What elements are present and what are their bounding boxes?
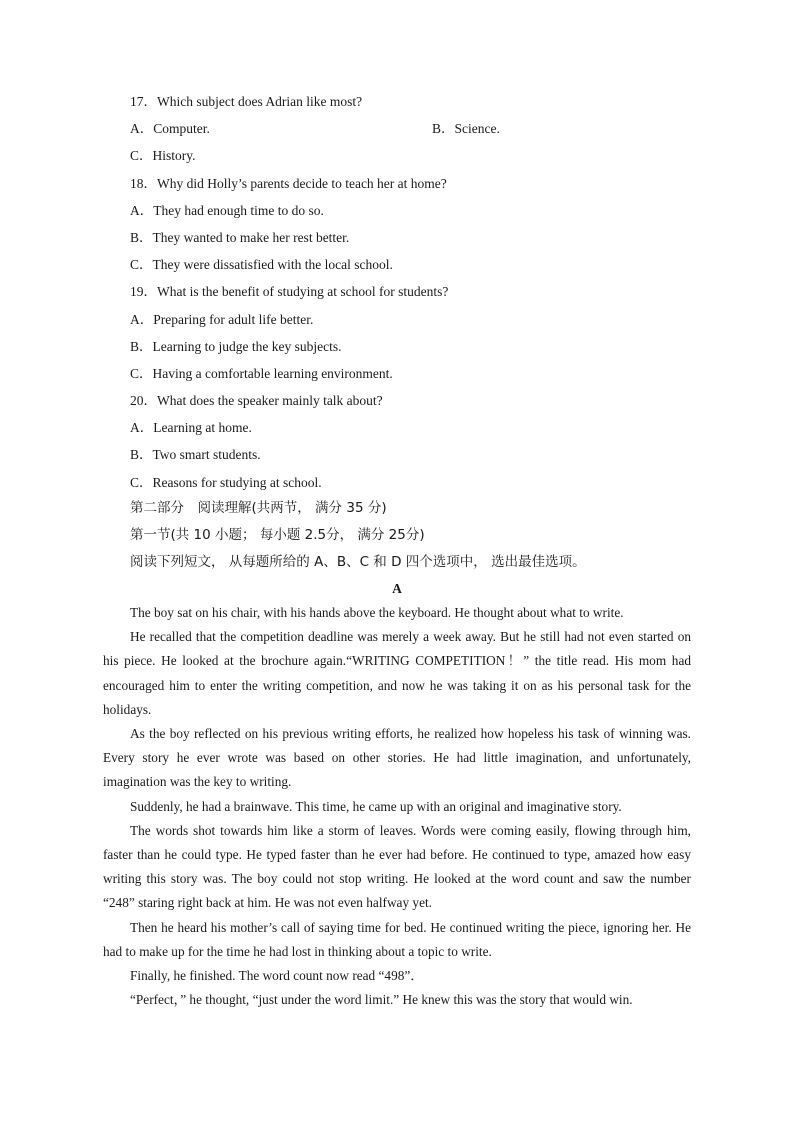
passage-paragraph: The words shot towards him like a storm of leaves. Words were coming easily, flowing through him, faster than he could type. He typed faster than he ever had before. He continued to type, amazed how easy writing this story was. The boy could not stop writing. He looked at the word count and saw the number “248” staring right back at him. He was not even halfway yet. <box>103 822 691 911</box>
passage-paragraph: Finally, he finished. The word count now read “498”． <box>130 968 424 984</box>
listening-questions <box>130 88 690 496</box>
passage-paragraph: As the boy reflected on his previous writing efforts, he realized how hopeless his task of winning was. Every story he ever wrote was based on other stories. He had little imagination, and unfortunately, imagination was the key to writing. <box>103 726 691 790</box>
question-18-option-c: C．They were dissatisfied with the local school. <box>130 257 393 273</box>
passage-paragraph: The boy sat on his chair, with his hands above the keyboard. He thought about what to write. <box>130 605 624 620</box>
question-20-stem: 20．What does the speaker mainly talk about? <box>130 393 383 409</box>
question-17-options-row <box>130 115 690 142</box>
question-19-stem: 19．What is the benefit of studying at school for students? <box>130 284 449 300</box>
question-18-option-a: A．They had enough time to do so. <box>130 202 324 218</box>
question-17-option-c: C．History. <box>130 148 196 164</box>
passage-paragraph: “Perfect，” he thought, “just under the word limit.” He knew this was the story that would win. <box>130 992 633 1008</box>
question-17-option-a: A．Computer. <box>130 121 210 137</box>
question-20-option-b: B．Two smart students. <box>130 447 261 463</box>
reading-section-header <box>130 495 710 576</box>
passage-paragraph: Then he heard his mother’s call of saying time for bed. He continued writing the piece, ignoring her. He had to make up for the time he had lost in thinking about a topic to write. <box>103 919 691 959</box>
reading-passage <box>103 601 691 1012</box>
passage-paragraph: He recalled that the competition deadline was merely a week away. But he still had not even started on his piece. He looked at the brochure again.“WRITING COMPETITION！” the title read. His mom had encouraged him to enter the writing competition, and now he was taking it on as his personal task for the holidays. <box>103 629 691 717</box>
part-title: 第二部分 阅读理解(共两节， 满分 35 分) <box>130 500 387 516</box>
passage-label: A <box>392 581 402 596</box>
passage-paragraph: Suddenly, he had a brainwave. This time, he came up with an original and imaginative story. <box>130 798 622 814</box>
question-19-option-b: B．Learning to judge the key subjects. <box>130 338 342 354</box>
section-instruction: 阅读下列短文， 从每题所给的 A、B、C 和 D 四个选项中， 选出最佳选项。 <box>130 554 586 570</box>
subsection-title: 第一节(共 10 小题； 每小题 2.5分， 满分 25分) <box>130 527 425 543</box>
question-19-option-c: C．Having a comfortable learning environment. <box>130 365 393 381</box>
question-18-option-b: B．They wanted to make her rest better. <box>130 229 350 245</box>
question-17-option-b: B．Science. <box>432 121 500 137</box>
question-17-stem: 17．Which subject does Adrian like most? <box>130 94 363 109</box>
question-19-option-a: A．Preparing for adult life better. <box>130 311 314 327</box>
question-20-option-c: C．Reasons for studying at school. <box>130 474 322 490</box>
question-20-option-a: A．Learning at home. <box>130 420 252 436</box>
question-18-stem: 18．Why did Holly’s parents decide to teach her at home? <box>130 175 447 191</box>
